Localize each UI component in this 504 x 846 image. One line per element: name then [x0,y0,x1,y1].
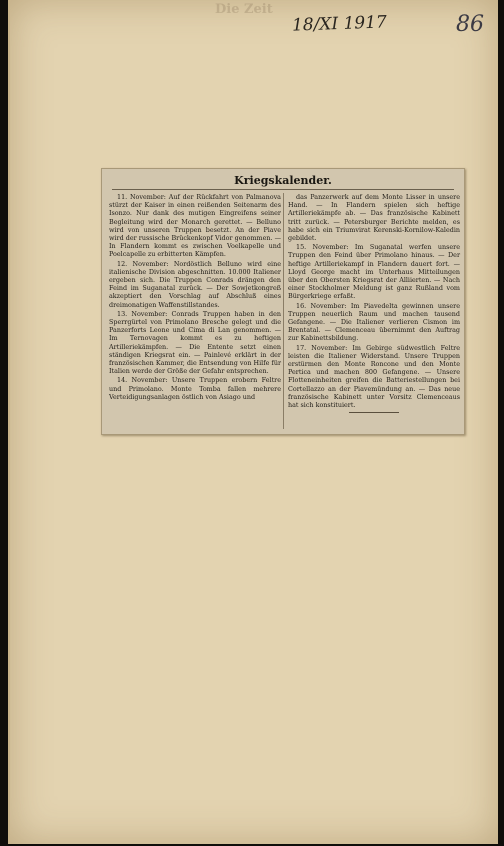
title-rule [112,189,454,190]
end-rule [349,412,399,413]
clipping-title: Kriegskalender. [234,174,332,187]
archive-page [8,0,498,844]
handwritten-folio-number: 86 [456,12,484,37]
entry-paragraph: 17. November: Im Gebirge südwestlich Feltre leisten die Italiener Widerstand. Unsere Truppen erstürmen den Monte Roncone und den Monte Pertica und machen 800 Gefangene. — Unsere Flotteneinheiten greifen die Batteriestellungen bei Cortellazzo an der Piavemündung an. — Das neue französische Kabinett unter Vorsitz Clemenceaus hat sich konstituiert. [288,343,460,410]
entry-paragraph: 16. November: Im Piavedelta gewinnen unsere Truppen neuerlich Raum und machen tausend Gefangene. — Die Italiener verlieren Cismon im Brentatal. — Clemenceau übernimmt den Auftrag zur Kabinettsbildung. [288,301,460,343]
newspaper-clipping [101,168,465,435]
entry-paragraph: das Panzerwerk auf dem Monte Lisser in unsere Hand. — In Flandern spielen sich heftige Artilleriekämpfe ab. — Das französische Kabinett tritt zurück. — Petersburger Berichte melden, es habe sich ein Triumvirat Kerenski-Kornilow-Kaledin gebildet. [288,193,460,243]
left-column [109,193,281,402]
entry-paragraph: 13. November: Conrads Truppen haben in den Sperrgürtel von Primolano Bresche gelegt und die Panzerforts Leone und Cima di Lan genommen. — Im Ternovagen kommt es zu heftigen Artilleriekämpfen. — Die Entente setzt einen ständigen Kriegsrat ein. — Painlevé erklärt in der französischen Kammer, die Entsendung von Hilfe für Italien werde der Größe der Gefahr entsprechen. [109,309,281,376]
right-column [288,193,460,413]
entry-paragraph: 15. November: Im Suganatal werfen unsere Truppen den Feind über Primolano hinaus. — Der heftige Artilleriekampf in Flandern dauert fort. — Lloyd George macht im Unterhaus Mitteilungen über den Obersten Kriegsrat der Alliierten. — Nach einer Stockholmer Meldung ist ganz Rußland vom Bürgerkriege erfaßt. [288,243,460,301]
column-divider [283,193,284,429]
handwritten-date: 18/XI 1917 [291,12,388,36]
faded-masthead: Die Zeit [215,2,273,17]
entry-paragraph: 14. November: Unsere Truppen erobern Feltre und Primolano. Monte Tomba fallen mehrere Verteidigungsanlagen östlich von Asiago und [109,376,281,401]
entry-paragraph: 12. November: Nordöstlich Belluno wird eine italienische Division abgeschnitten. 10.000 Italiener ergeben sich. Die Truppen Conrads drängen den Feind im Suganatal zurück. — Der Sowjetkongreß akzeptiert den Vorschlag auf Abschluß eines dreimonatigen Waffenstillstandes. [109,259,281,309]
entry-paragraph: 11. November: Auf der Rückfahrt von Palmanova stürzt der Kaiser in einen reißenden Seitenarm des Isonzo. Nur dank des mutigen Eingreifens seiner Begleitung wird der Monarch gerettet. — Belluno wird von unseren Truppen besetzt. An der Piave wird der russische Brückenkopf Vidor genommen. — In Flandern kommt es zwischen Voelkapelle und Poelcapelle zu erbitterten Kämpfen. [109,193,281,259]
